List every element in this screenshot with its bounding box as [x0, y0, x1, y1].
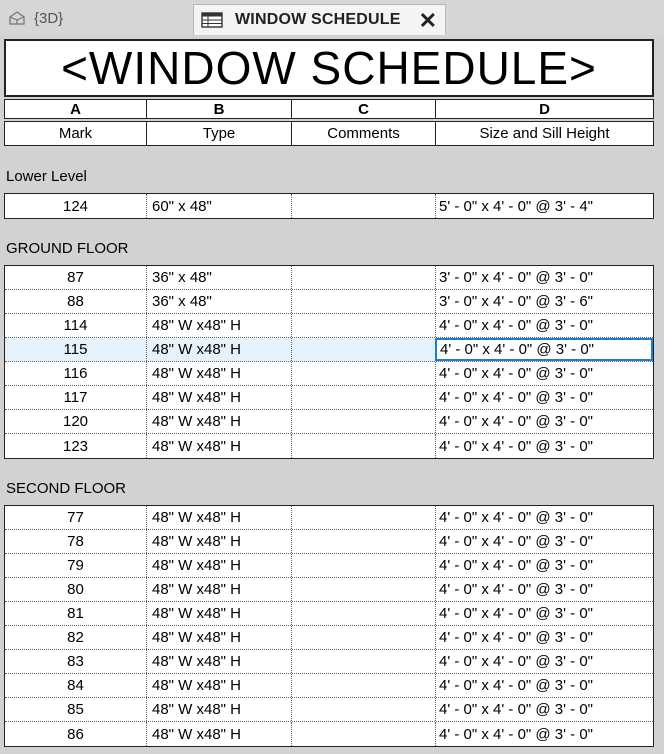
cell-size-sill[interactable]: 4' - 0" x 4' - 0" @ 3' - 0"	[435, 626, 653, 649]
cell-size-sill[interactable]: 3' - 0" x 4' - 0" @ 3' - 6"	[435, 290, 653, 313]
group-header: SECOND FLOOR	[6, 480, 127, 497]
cell-size-sill[interactable]: 4' - 0" x 4' - 0" @ 3' - 0"	[435, 722, 653, 746]
cell-size-sill[interactable]: 4' - 0" x 4' - 0" @ 3' - 0"	[435, 650, 653, 673]
cell-size-sill[interactable]: 4' - 0" x 4' - 0" @ 3' - 0"	[435, 362, 653, 385]
cell-type[interactable]: 36" x 48"	[146, 290, 291, 313]
cell-mark[interactable]: 85	[67, 701, 84, 718]
cell-mark[interactable]: 116	[63, 365, 88, 382]
schedule-table-icon	[201, 12, 223, 28]
cell-size-sill[interactable]: 4' - 0" x 4' - 0" @ 3' - 0"	[435, 602, 653, 625]
cell-mark[interactable]: 82	[67, 629, 84, 646]
cell-size-sill[interactable]: 3' - 0" x 4' - 0" @ 3' - 0"	[435, 266, 653, 289]
cell-mark[interactable]: 83	[67, 653, 84, 670]
cell-comments[interactable]	[291, 722, 435, 746]
cell-mark[interactable]: 86	[67, 725, 84, 743]
cell-size-sill[interactable]: 4' - 0" x 4' - 0" @ 3' - 0"	[435, 530, 653, 553]
group-table	[4, 265, 654, 459]
cell-type[interactable]: 48" W x48" H	[146, 386, 291, 409]
table-row[interactable]	[5, 698, 653, 722]
view-tab-bar	[0, 0, 664, 36]
cell-mark[interactable]: 124	[62, 197, 89, 215]
cell-mark[interactable]: 115	[63, 341, 88, 358]
cell-type[interactable]: 48" W x48" H	[146, 722, 291, 746]
cell-type[interactable]: 48" W x48" H	[146, 698, 291, 721]
table-row[interactable]	[5, 602, 653, 626]
cell-type[interactable]: 48" W x48" H	[146, 578, 291, 601]
cell-comments[interactable]	[291, 362, 435, 385]
column-letter-a[interactable]: A	[70, 100, 81, 118]
cell-type[interactable]: 48" W x48" H	[146, 410, 291, 433]
cell-size-sill[interactable]: 4' - 0" x 4' - 0" @ 3' - 0"	[435, 554, 653, 577]
cell-comments[interactable]	[291, 386, 435, 409]
table-row[interactable]	[5, 362, 653, 386]
tab-3d-view[interactable]	[0, 4, 63, 32]
header-mark[interactable]: Mark	[58, 125, 93, 142]
cell-mark[interactable]: 117	[63, 389, 88, 406]
cell-type[interactable]: 36" x 48"	[146, 266, 291, 289]
cell-comments[interactable]	[291, 650, 435, 673]
cell-type[interactable]: 48" W x48" H	[146, 626, 291, 649]
table-row[interactable]	[5, 434, 653, 458]
table-row[interactable]	[5, 530, 653, 554]
header-comments[interactable]: Comments	[291, 122, 435, 145]
cell-mark[interactable]: 80	[67, 581, 84, 598]
cell-comments[interactable]	[291, 602, 435, 625]
cell-type[interactable]: 60" x 48"	[146, 194, 291, 218]
close-tab-icon[interactable]: ✕	[418, 8, 437, 33]
table-row[interactable]	[5, 506, 653, 530]
table-row[interactable]	[5, 266, 653, 290]
column-letter-b[interactable]: B	[146, 100, 291, 118]
header-size-sill[interactable]: Size and Sill Height	[435, 122, 653, 145]
cell-comments[interactable]	[291, 290, 435, 313]
column-letter-c[interactable]: C	[291, 100, 435, 118]
cell-type[interactable]: 48" W x48" H	[146, 530, 291, 553]
cell-type[interactable]: 48" W x48" H	[146, 674, 291, 697]
cell-size-sill[interactable]: 4' - 0" x 4' - 0" @ 3' - 0"	[435, 698, 653, 721]
group-table	[4, 193, 654, 219]
cell-mark[interactable]: 81	[67, 605, 84, 622]
table-row[interactable]	[5, 194, 653, 218]
cell-type[interactable]: 48" W x48" H	[146, 650, 291, 673]
cell-comments[interactable]	[291, 194, 435, 218]
cell-comments[interactable]	[291, 530, 435, 553]
cell-comments[interactable]	[291, 554, 435, 577]
table-row[interactable]	[5, 578, 653, 602]
cell-comments[interactable]	[291, 578, 435, 601]
table-row[interactable]	[5, 650, 653, 674]
schedule-title-box	[4, 39, 654, 97]
schedule-view	[0, 35, 664, 754]
table-row[interactable]	[5, 290, 653, 314]
cell-mark[interactable]: 123	[62, 437, 89, 455]
table-row[interactable]	[5, 338, 653, 362]
cell-size-sill[interactable]: 4' - 0" x 4' - 0" @ 3' - 0"	[435, 338, 653, 361]
cell-mark[interactable]: 77	[67, 509, 84, 526]
tab-window-schedule-label: WINDOW SCHEDULE	[235, 11, 401, 28]
cell-comments[interactable]	[291, 698, 435, 721]
header-type[interactable]: Type	[146, 122, 291, 145]
cell-size-sill[interactable]: 4' - 0" x 4' - 0" @ 3' - 0"	[435, 314, 653, 337]
tab-3d-label: {3D}	[34, 9, 64, 27]
cell-comments[interactable]	[291, 338, 435, 361]
cell-comments[interactable]	[291, 410, 435, 433]
cell-type[interactable]: 48" W x48" H	[146, 362, 291, 385]
table-row[interactable]	[5, 674, 653, 698]
table-row[interactable]	[5, 626, 653, 650]
table-row[interactable]	[5, 386, 653, 410]
cell-size-sill[interactable]: 4' - 0" x 4' - 0" @ 3' - 0"	[435, 578, 653, 601]
column-letter-row	[4, 99, 654, 119]
cell-comments[interactable]	[291, 314, 435, 337]
cell-type[interactable]: 48" W x48" H	[146, 602, 291, 625]
cell-size-sill[interactable]: 4' - 0" x 4' - 0" @ 3' - 0"	[435, 434, 653, 458]
cell-size-sill[interactable]: 4' - 0" x 4' - 0" @ 3' - 0"	[435, 506, 653, 529]
3d-house-icon	[8, 9, 26, 27]
cell-mark[interactable]: 79	[67, 557, 84, 574]
group-header: Lower Level	[6, 168, 87, 185]
table-row[interactable]	[5, 722, 653, 746]
column-letter-d[interactable]: D	[435, 100, 653, 118]
cell-mark[interactable]: 114	[63, 317, 88, 334]
cell-mark[interactable]: 84	[67, 677, 84, 694]
schedule-title: <WINDOW SCHEDULE>	[61, 42, 597, 94]
cell-type[interactable]: 48" W x48" H	[146, 506, 291, 529]
cell-type[interactable]: 48" W x48" H	[146, 434, 291, 458]
cell-type[interactable]: 48" W x48" H	[146, 314, 291, 337]
cell-comments[interactable]	[291, 506, 435, 529]
cell-size-sill[interactable]: 5' - 0" x 4' - 0" @ 3' - 4"	[435, 194, 653, 218]
cell-type[interactable]: 48" W x48" H	[146, 338, 291, 361]
cell-mark[interactable]: 88	[67, 293, 84, 310]
cell-mark[interactable]: 120	[62, 413, 89, 430]
tab-window-schedule[interactable]	[193, 4, 446, 35]
cell-comments[interactable]	[291, 434, 435, 458]
table-row[interactable]	[5, 410, 653, 434]
cell-size-sill[interactable]: 4' - 0" x 4' - 0" @ 3' - 0"	[435, 674, 653, 697]
cell-size-sill[interactable]: 4' - 0" x 4' - 0" @ 3' - 0"	[435, 386, 653, 409]
column-header-row	[4, 121, 654, 146]
cell-mark[interactable]: 78	[67, 533, 84, 550]
cell-comments[interactable]	[291, 266, 435, 289]
cell-comments[interactable]	[291, 674, 435, 697]
group-table	[4, 505, 654, 747]
cell-size-sill[interactable]: 4' - 0" x 4' - 0" @ 3' - 0"	[435, 410, 653, 433]
table-row[interactable]	[5, 314, 653, 338]
cell-type[interactable]: 48" W x48" H	[146, 554, 291, 577]
table-row[interactable]	[5, 554, 653, 578]
cell-mark[interactable]: 87	[67, 269, 84, 286]
group-header: GROUND FLOOR	[6, 240, 129, 257]
cell-comments[interactable]	[291, 626, 435, 649]
